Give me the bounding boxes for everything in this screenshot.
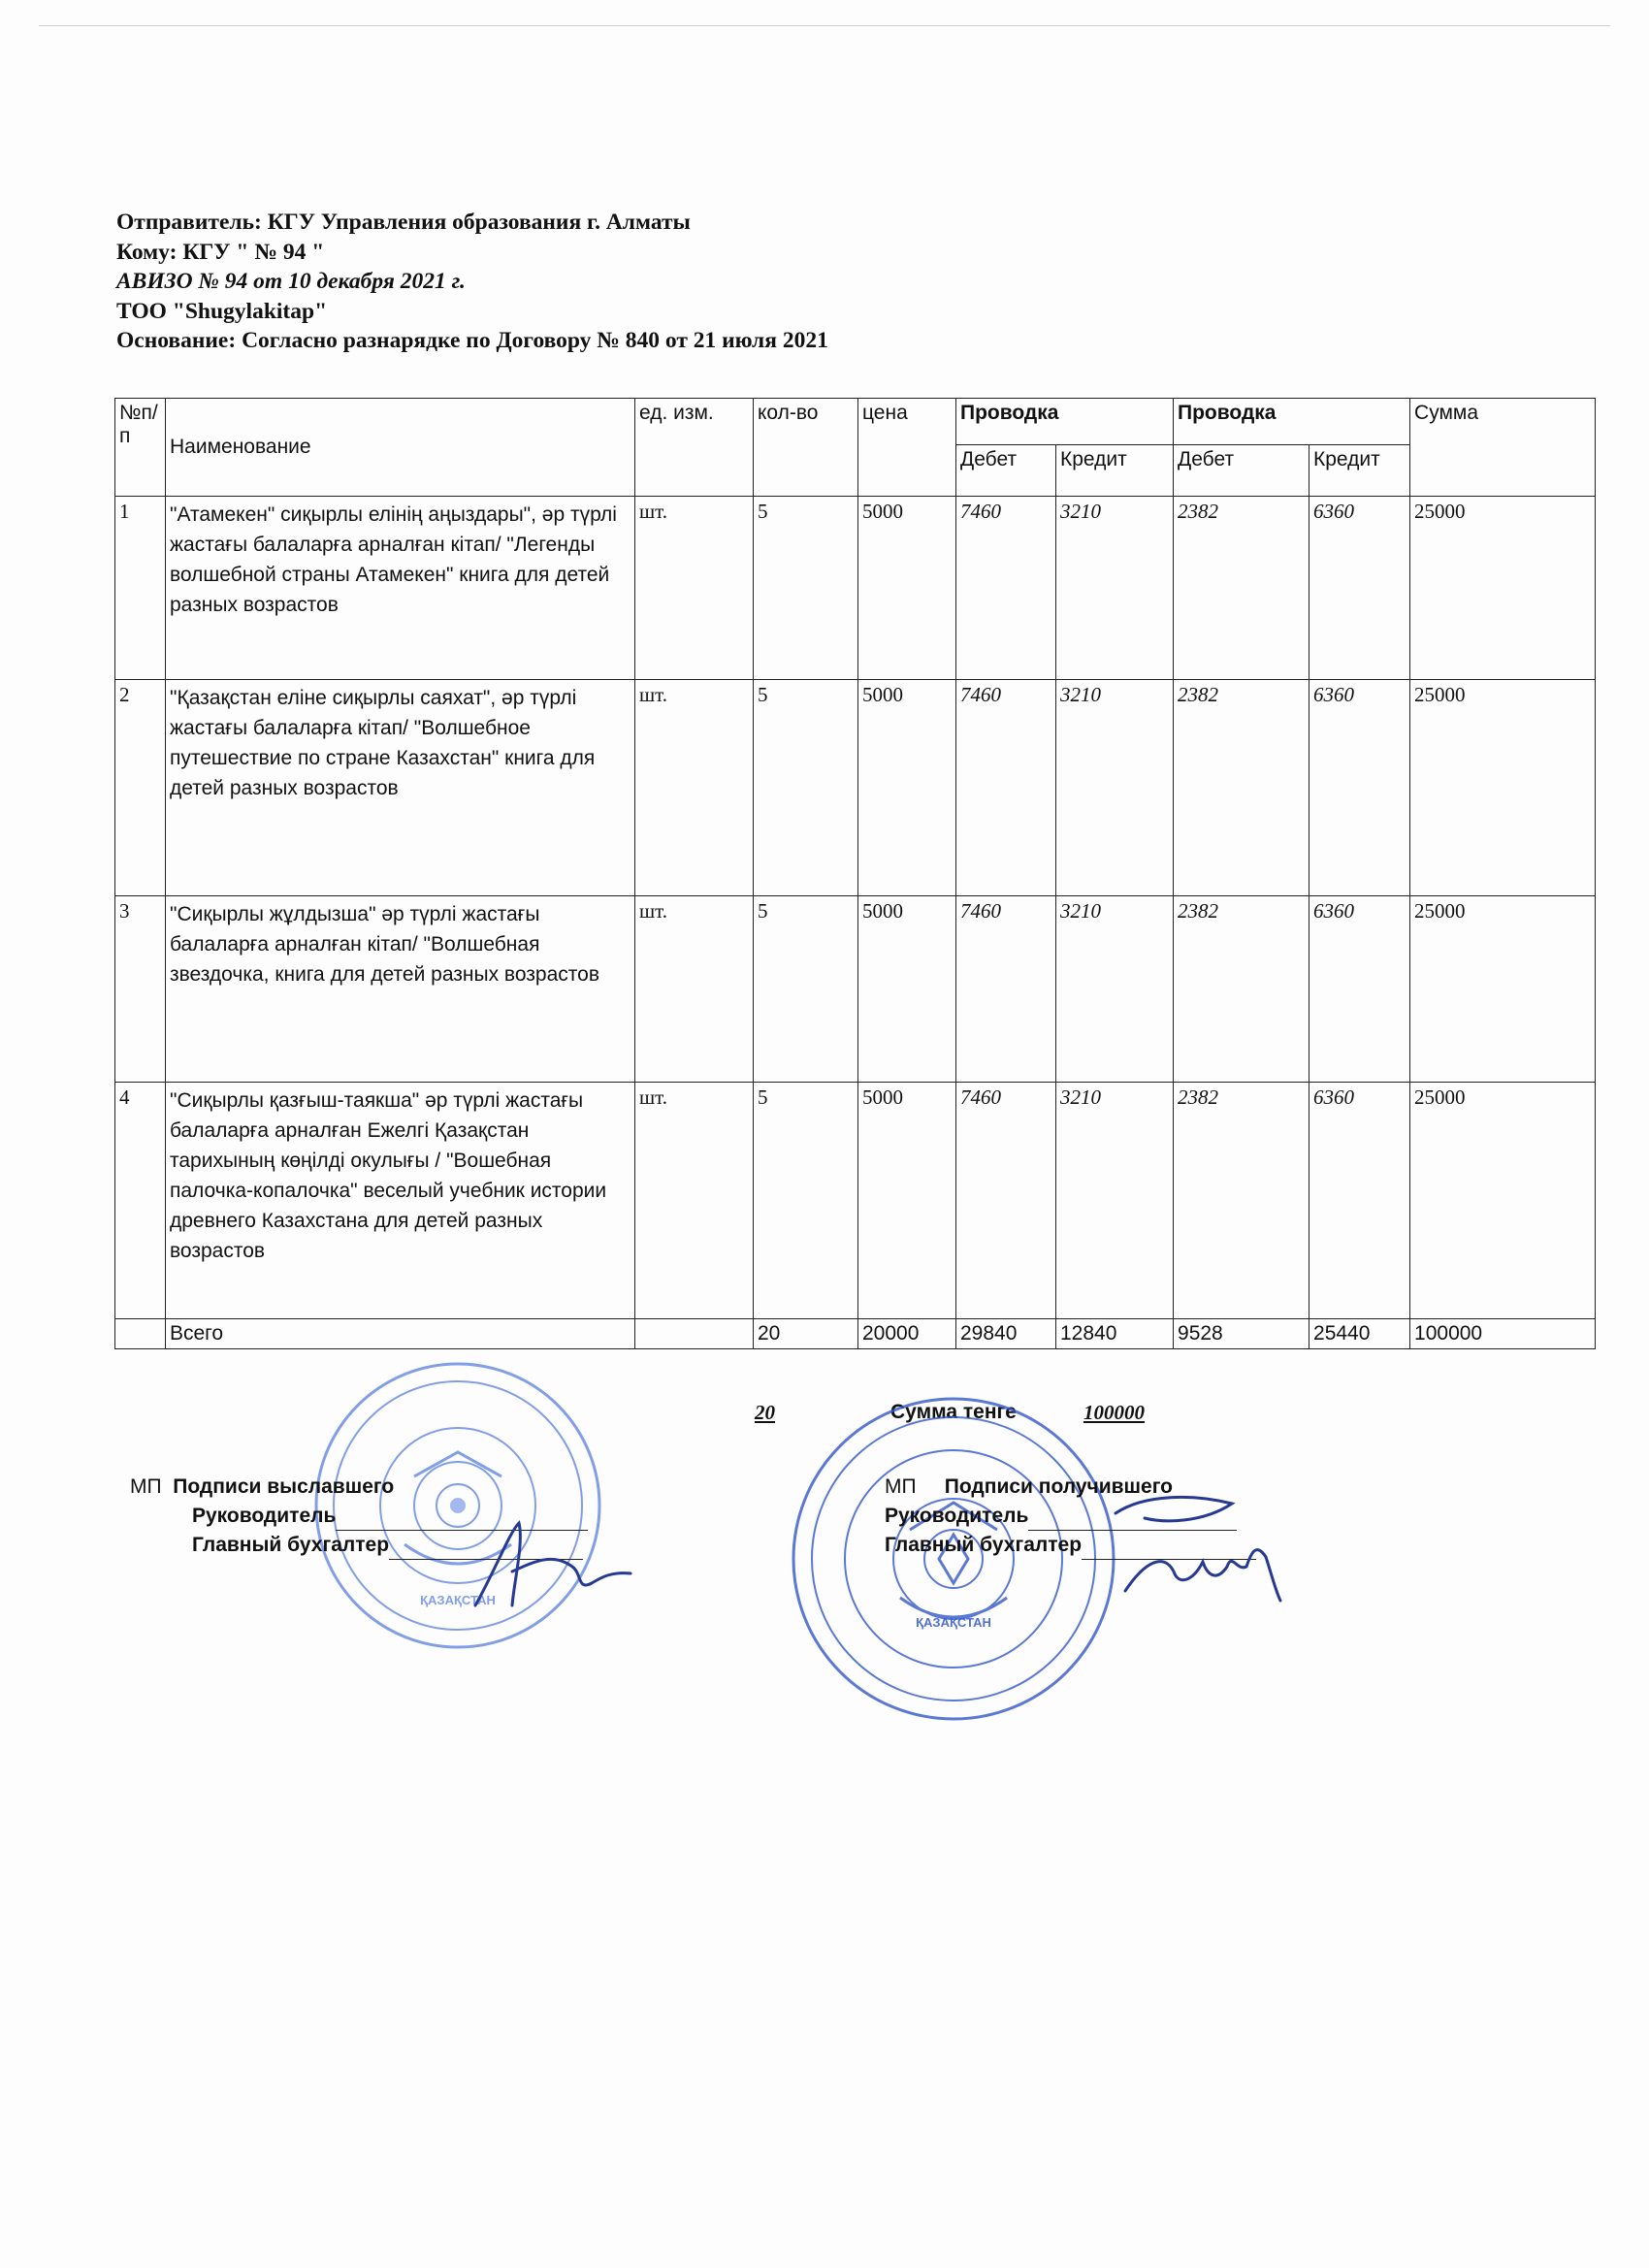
- row-price: 5000: [858, 680, 956, 896]
- row-sum: 25000: [1410, 497, 1596, 680]
- sender-handwritten-signature: [456, 1513, 650, 1620]
- row-unit: шт.: [635, 896, 754, 1083]
- row-unit: шт.: [635, 1083, 754, 1319]
- row-name: "Қазақстан еліне сиқырлы саяхат", әр түрлі жастағы балаларға кітап/ "Волшебное путешествие по стране Казахстан" книга для детей разных возрастов: [166, 680, 635, 896]
- row-kredit-2: 6360: [1310, 680, 1410, 896]
- total-kredit-1: 12840: [1056, 1319, 1174, 1349]
- col-header-provodka-1: Проводка: [956, 399, 1174, 445]
- scan-edge-line: [39, 25, 1610, 26]
- col-header-provodka-2: Проводка: [1174, 399, 1410, 445]
- row-kredit-1: 3210: [1056, 896, 1174, 1083]
- row-price: 5000: [858, 1083, 956, 1319]
- table-row: [115, 680, 1596, 896]
- col-header-debet-2: Дебет: [1174, 445, 1310, 497]
- row-sum: 25000: [1410, 680, 1596, 896]
- summary-label: Сумма тенге: [890, 1401, 1017, 1423]
- row-sum: 25000: [1410, 1083, 1596, 1319]
- row-kredit-1: 3210: [1056, 497, 1174, 680]
- receiver-mp-label: МП: [885, 1475, 917, 1498]
- sender-stamp-emblem-text: ҚАЗАҚСТАН: [420, 1593, 496, 1607]
- row-price: 5000: [858, 497, 956, 680]
- total-sum: 100000: [1410, 1319, 1596, 1349]
- row-num: 2: [115, 680, 166, 896]
- total-num-cell: [115, 1319, 166, 1349]
- avizo-table: [114, 398, 1596, 1349]
- summary-amount: 100000: [1083, 1401, 1145, 1424]
- row-num: 4: [115, 1083, 166, 1319]
- sender-title: Подписи выславшего: [173, 1475, 395, 1498]
- row-name: "Сиқырлы жұлдызша" әр түрлі жастағы балаларға арналған кітап/ "Волшебная звездочка, книга для детей разных возрастов: [166, 896, 635, 1083]
- table-row: [115, 896, 1596, 1083]
- total-unit-cell: [635, 1319, 754, 1349]
- row-debet-2: 2382: [1174, 896, 1310, 1083]
- row-num: 1: [115, 497, 166, 680]
- row-kredit-1: 3210: [1056, 1083, 1174, 1319]
- row-unit: шт.: [635, 497, 754, 680]
- col-header-name: Наименование: [166, 399, 635, 497]
- row-kredit-1: 3210: [1056, 680, 1174, 896]
- row-debet-1: 7460: [956, 680, 1056, 896]
- row-name: "Атамекен" сиқырлы елінің аңыздары", әр түрлі жастағы балаларға арналған кітап/ "Легенды волшебной страны Атамекен" книга для детей разных возрастов: [166, 497, 635, 680]
- row-debet-2: 2382: [1174, 497, 1310, 680]
- table-row: [115, 1083, 1596, 1319]
- row-qty: 5: [754, 1083, 858, 1319]
- receiver-stamp-emblem-text: ҚАЗАҚСТАН: [916, 1615, 991, 1630]
- col-header-sum: Сумма: [1410, 399, 1596, 497]
- col-header-qty: кол-во: [754, 399, 858, 497]
- row-debet-1: 7460: [956, 1083, 1056, 1319]
- col-header-price: цена: [858, 399, 956, 497]
- col-header-debet-1: Дебет: [956, 445, 1056, 497]
- summary-qty: 20: [755, 1401, 775, 1424]
- table-row: [115, 497, 1596, 680]
- row-unit: шт.: [635, 680, 754, 896]
- receiver-head-label: Руководитель: [885, 1505, 1029, 1527]
- row-price: 5000: [858, 896, 956, 1083]
- total-debet-2: 9528: [1174, 1319, 1310, 1349]
- sender-mp-label: МП: [130, 1475, 162, 1498]
- row-kredit-2: 6360: [1310, 497, 1410, 680]
- total-row: [115, 1319, 1596, 1349]
- document-header: [116, 208, 828, 356]
- header-row: [115, 399, 1596, 445]
- total-kredit-2: 25440: [1310, 1319, 1410, 1349]
- row-kredit-2: 6360: [1310, 896, 1410, 1083]
- row-qty: 5: [754, 680, 858, 896]
- total-qty: 20: [754, 1319, 858, 1349]
- row-debet-2: 2382: [1174, 680, 1310, 896]
- receiver-accountant-label: Главный бухгалтер: [885, 1534, 1083, 1556]
- receiver-title: Подписи получившего: [944, 1475, 1173, 1498]
- row-qty: 5: [754, 896, 858, 1083]
- avizo-line: АВИЗО № 94 от 10 декабря 2021 г.: [116, 269, 466, 294]
- total-debet-1: 29840: [956, 1319, 1056, 1349]
- row-sum: 25000: [1410, 896, 1596, 1083]
- total-price: 20000: [858, 1319, 956, 1349]
- col-header-kredit-2: Кредит: [1310, 445, 1410, 497]
- sender-head-label: Руководитель: [192, 1505, 337, 1527]
- row-num: 3: [115, 896, 166, 1083]
- row-debet-1: 7460: [956, 896, 1056, 1083]
- row-debet-1: 7460: [956, 497, 1056, 680]
- sender-accountant-label: Главный бухгалтер: [192, 1534, 390, 1556]
- basis-line: Основание: Согласно разнарядке по Договору № 840 от 21 июля 2021: [116, 328, 828, 353]
- col-header-num: №п/п: [115, 399, 166, 497]
- row-qty: 5: [754, 497, 858, 680]
- supplier-line: ТОО "Shugylakitap": [116, 298, 328, 324]
- total-label: Всего: [166, 1319, 635, 1349]
- row-name: "Сиқырлы қазғыш-таякша" әр түрлі жастағы балаларға арналған Ежелгі Қазақстан тарихының көңілді окулығы / "Вошебная палочка-копалочка" веселый учебник истории древнего Казахстана для детей разных возрастов: [166, 1083, 635, 1319]
- row-debet-2: 2382: [1174, 1083, 1310, 1319]
- col-header-kredit-1: Кредит: [1056, 445, 1174, 497]
- col-header-unit: ед. изм.: [635, 399, 754, 497]
- recipient-line: Кому: КГУ " № 94 ": [116, 239, 325, 265]
- receiver-handwritten-signature: [1086, 1484, 1310, 1630]
- row-kredit-2: 6360: [1310, 1083, 1410, 1319]
- sender-line: Отправитель: КГУ Управления образования г. Алматы: [116, 210, 691, 235]
